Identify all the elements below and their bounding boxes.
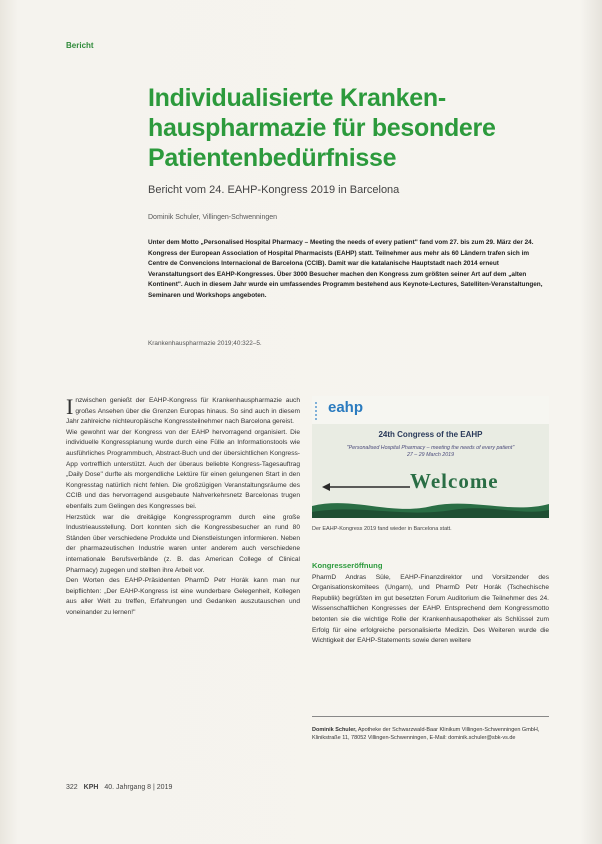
title-line-3: Patientenbedürfnisse	[148, 144, 397, 172]
author-info-name: Dominik Schuler,	[312, 727, 357, 733]
wave-decoration	[312, 496, 549, 518]
photo-welcome: Welcome	[410, 469, 499, 493]
body-column-right	[312, 561, 549, 647]
body-column-left	[66, 396, 300, 618]
body-paragraph: Den Worten des EAHP-Präsidenten PharmD Petr Horák kann man nur beipflichten: „Der EAHP-Kongress ist eine wunderbare Gelegenheit, Kollegen aus aller Welt zu treffen, Erfahrungen und Gedanken auszutauschen und voneinander zu lernen!"	[66, 577, 300, 616]
body-text: nzwischen genießt der EAHP-Kongress für Krankenhauspharmazie auch großes Ansehen über die Grenzen Europas hinaus. So sind auch in diesem Jahr zahlreiche nichteuropäische Kongressteilnehmer nach Barcelona gereist.	[66, 397, 300, 426]
journal-name: KPH	[83, 784, 99, 791]
photo-congress-title: 24th Congress of the EAHP	[378, 430, 483, 439]
logo-decoration	[315, 402, 329, 420]
page-footer	[66, 784, 172, 791]
journal-issue: 40. Jahrgang 8 | 2019	[104, 784, 173, 791]
dropcap: I	[66, 394, 74, 419]
body-paragraph	[66, 396, 300, 428]
body-paragraph: PharmD Andras Süle, EAHP-Finanzdirektor und Vorsitzender des Organisationskomitees (Ungarn), und PharmD Petr Horák (Tschechische Republik) begrüßten im gut besetzten Forum Auditorium die Teilnehmer des 24. Wissenschaftlichen Kongresses der EAHP. Entsprechend dem Kongressmotto betonten sie die wichtige Rolle der Krankenhausapotheker als Schlüssel zum Erfolg für eine erfolgreiche personalisierte Medizin. Des Weiteren wurde die Wichtigkeit der EAHP-Statements sowie deren weitere	[312, 573, 549, 645]
author-info-text: Apotheke der Schwarzwald-Baar Klinikum Villingen-Schwenningen GmbH, Klinikstraße 11, 78052 Villingen-Schwenningen, E-Mail: dominik.schuler@sbk-vs.de	[312, 727, 540, 741]
body-paragraph: Wie gewohnt war der Kongress von der EAHP hervorragend organisiert. Die individuelle Kongressplanung wurde durch eine Fülle an Informationstools wie ausführliches Programmbuch, Abstract-Buch und der übersichtlichen Kongress-App vortrefflich unterstützt. Auch der überaus beliebte Kongress-Tagesauftrag „Daily Dose" durfte als morgendliche Lektüre für einen gelungenen Start in den Kongresstag natürlich nicht fehlen. Die großzügigen Veranstaltungsräume des CCIB und das hervorragend ausgebaute Nahverkehrsnetz Barcelonas trugen ebenfalls zum Gelingen des Kongresses bei.	[66, 428, 300, 510]
title-line-1: Individualisierte Kranken-	[148, 84, 446, 112]
article-title	[148, 83, 568, 173]
arrow-left-icon	[322, 482, 412, 492]
citation: Krankenhauspharmazie 2019;40:322–5.	[148, 340, 262, 347]
photo-motto-line: "Personalised Hospital Pharmacy – meeting the needs of every patient"	[346, 445, 515, 451]
lead-paragraph: Unter dem Motto „Personalised Hospital Pharmacy – Meeting the needs of every patient" fand vom 27. bis zum 29. März der 24. Kongress der European Association of Hospital Pharmacists (EAHP) statt. Teilnehmer aus mehr als 60 Ländern trafen sich im Centre de Convencions Internacional de Barcelona (CCIB). Damit war die katalanische Hauptstadt nach 2014 erneut Veranstaltungsort des EAHP-Kongresses. Über 3000 Besucher machen den Kongress zum größten seiner Art auf dem „alten Kontinent". Auch in diesem Jahr wurde ein umfassendes Programm bestehend aus Keynote-Lectures, Satelliten-Veranstaltungen, Seminaren und Workshops angeboten.	[148, 239, 543, 299]
eahp-logo: eahp	[328, 399, 364, 416]
section-heading: Kongresseröffnung	[312, 561, 383, 570]
body-paragraph: Herzstück war die dreitägige Kongressprogramm durch eine große Industrieausstellung. Dort konnten sich die Kongressbesucher an rund 80 Ständen über verschiedene Produkte und Dienstleistungen informieren. Neben der pharmazeutischen Industrie waren unter anderem auch verschiedene internationale Berufsverbände (z. B. das American College of Clinical Pharmacy) zugegen und stellten ihre Arbeit vor.	[66, 513, 300, 574]
author-info	[312, 726, 549, 742]
divider	[312, 716, 549, 717]
photo-motto	[312, 445, 549, 459]
photo-caption: Der EAHP-Kongress 2019 fand wieder in Barcelona statt.	[312, 526, 452, 532]
article-subtitle: Bericht vom 24. EAHP-Kongress 2019 in Barcelona	[148, 184, 400, 196]
page-number: 322	[66, 784, 78, 791]
author-line: Dominik Schuler, Villingen-Schwenningen	[148, 214, 278, 221]
title-line-2: hauspharmazie für besondere	[148, 114, 496, 142]
section-label: Bericht	[66, 41, 94, 50]
photo-dates: 27 – 29 March 2019	[406, 452, 455, 458]
congress-photo	[312, 396, 549, 518]
